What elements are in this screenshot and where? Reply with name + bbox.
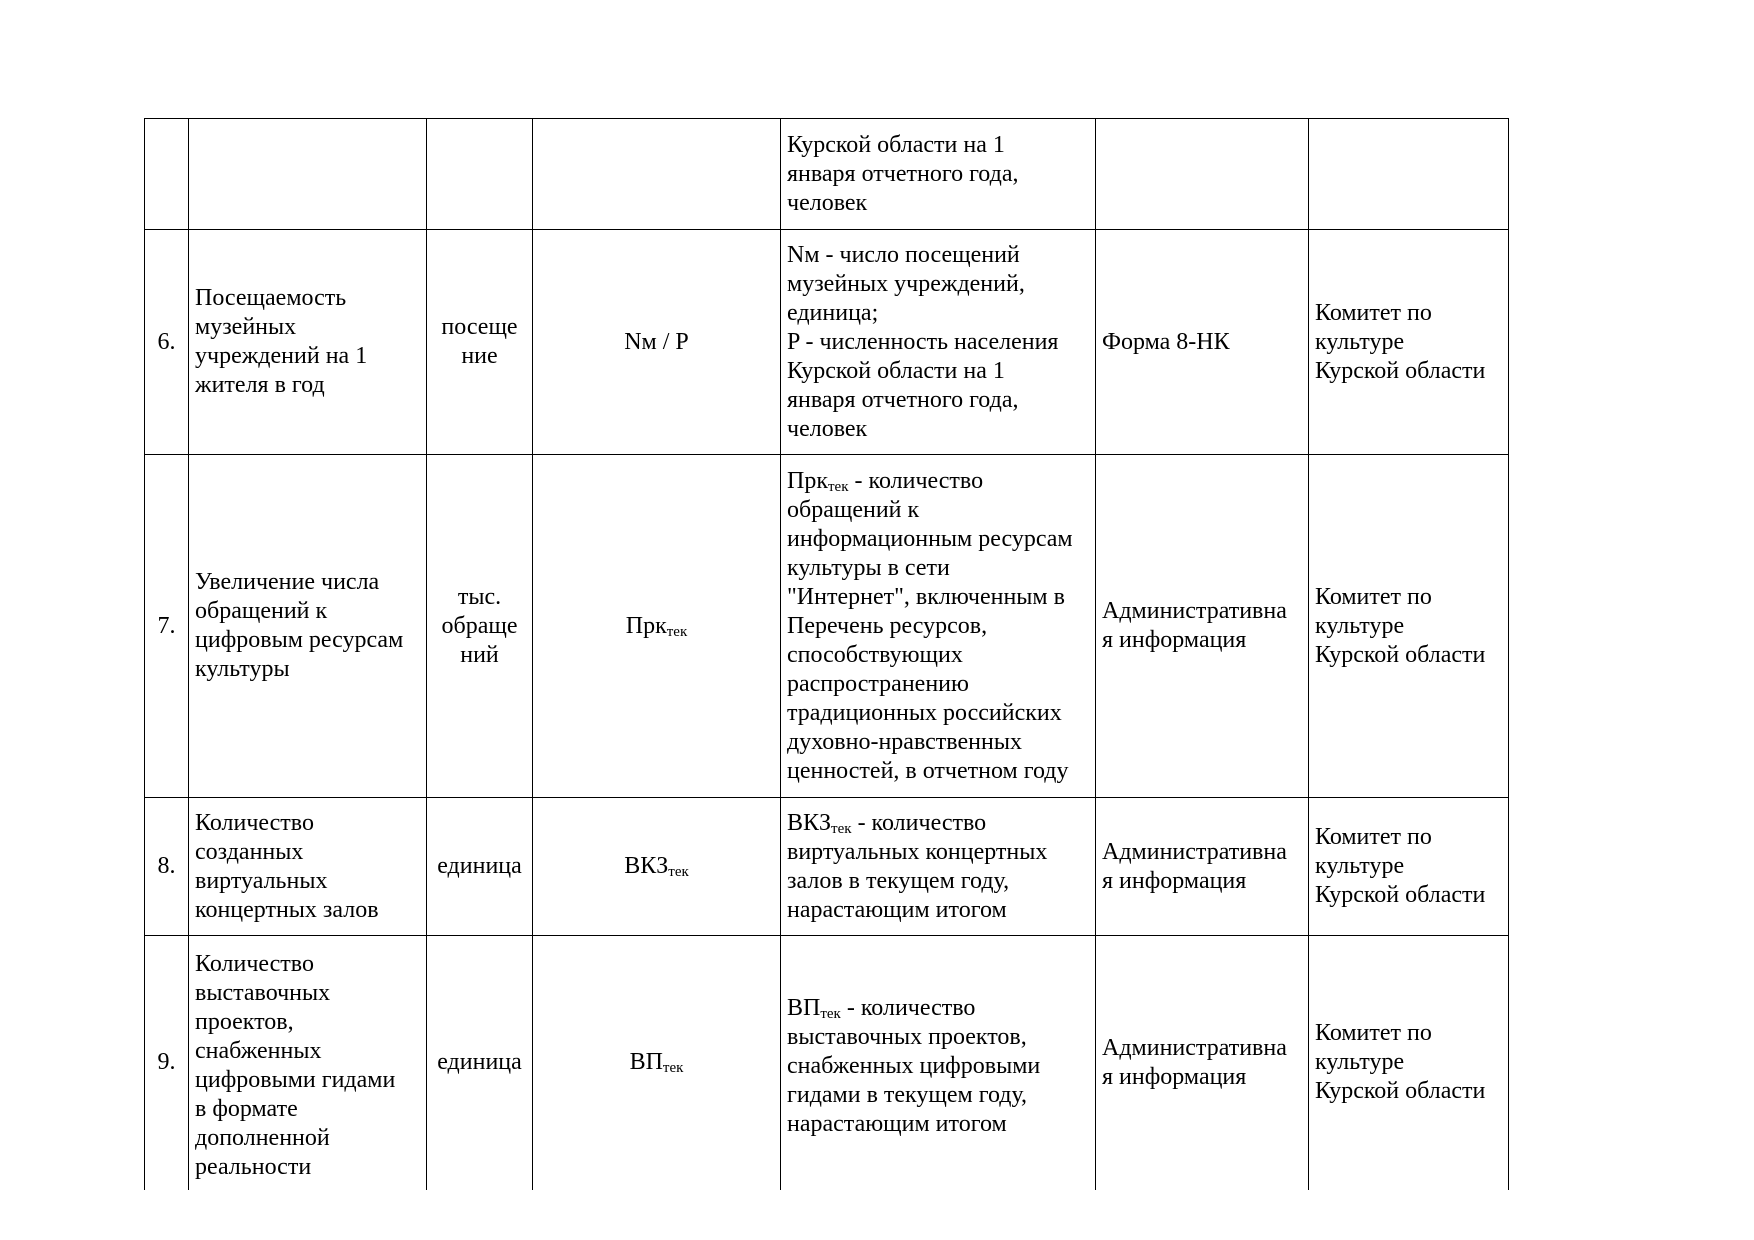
description-line: нарастающим итогом	[787, 1111, 1007, 1137]
name-cell	[189, 455, 427, 798]
formula-symbol: ВКЗ	[624, 853, 669, 879]
description-line: "Интернет", включенным в	[787, 583, 1065, 610]
unit-line: ний	[460, 641, 499, 668]
name-line: обращений к	[195, 598, 328, 624]
description-line: духовно-нравственных	[787, 728, 1022, 755]
responsible-cell	[1309, 119, 1509, 230]
responsible-line: Курской области	[1315, 1078, 1486, 1105]
formula-cell	[533, 119, 781, 230]
name-line: цифровым ресурсам	[195, 627, 404, 653]
description-line: ценностей, в отчетном году	[787, 757, 1069, 784]
number-cell: 9.	[145, 936, 189, 1190]
description-line: музейных учреждений,	[787, 270, 1025, 297]
description-line: виртуальных концертных	[787, 838, 1048, 865]
table-row	[145, 936, 1509, 1190]
description-line: снабженных цифровыми	[787, 1053, 1041, 1079]
description-line: обращений к	[787, 496, 920, 523]
description-symbol: Прк	[787, 467, 828, 494]
source-line: Административна	[1102, 1034, 1287, 1061]
description-line	[787, 467, 1089, 496]
description-line: гидами в текущем году,	[787, 1082, 1028, 1108]
source-line: Форма 8-НК	[1102, 328, 1230, 355]
name-line: культуры	[195, 656, 290, 682]
unit-line: тыс.	[457, 583, 502, 610]
description-cell	[781, 936, 1096, 1190]
source-line: я информация	[1102, 867, 1247, 894]
description-line: человек	[787, 189, 868, 216]
name-line: Увеличение числа	[195, 569, 380, 595]
name-line: учреждений на 1	[195, 343, 368, 369]
name-line: проектов,	[195, 1009, 294, 1035]
number-cell: 7.	[145, 455, 189, 798]
name-line: дополненной	[195, 1125, 330, 1151]
description-text: - количество	[851, 809, 987, 836]
description-line: залов в текущем году,	[787, 867, 1010, 894]
name-line: концертных залов	[195, 896, 379, 923]
responsible-line: Комитет по	[1315, 583, 1432, 610]
responsible-line: Курской области	[1315, 641, 1486, 668]
description-line: распространению	[787, 670, 969, 697]
description-line: традиционных российских	[787, 699, 1062, 726]
description-line: Курской области на 1	[787, 357, 1005, 384]
formula-symbol: Прк	[625, 612, 667, 639]
description-line: выставочных проектов,	[787, 1024, 1027, 1050]
description-text: - количество	[840, 995, 976, 1021]
formula-subscript: тек	[662, 1060, 684, 1077]
formula-cell	[533, 455, 781, 798]
description-symbol: ВКЗ	[787, 809, 832, 836]
source-line: я информация	[1102, 627, 1247, 653]
responsible-line: Комитет по	[1315, 824, 1432, 850]
description-subscript: тек	[831, 820, 852, 837]
name-cell	[189, 936, 427, 1190]
description-line: нарастающим итогом	[787, 896, 1007, 923]
responsible-line: Комитет по	[1315, 299, 1432, 326]
source-cell	[1096, 455, 1309, 798]
source-cell	[1096, 230, 1309, 455]
description-line: единица;	[787, 299, 879, 326]
number-cell: 8.	[145, 798, 189, 936]
formula-symbol: ВП	[629, 1049, 663, 1076]
description-subscript: тек	[828, 478, 849, 495]
unit-line: единица	[437, 1049, 522, 1076]
responsible-cell	[1309, 936, 1509, 1190]
name-cell	[189, 230, 427, 455]
name-line: выставочных	[195, 980, 331, 1006]
name-line: Количество	[195, 809, 314, 836]
source-line: Административна	[1102, 838, 1287, 865]
description-line: человек	[787, 415, 868, 442]
table-row	[145, 455, 1509, 798]
description-line: способствующих	[787, 641, 963, 668]
description-cell	[781, 119, 1096, 230]
source-line: я информация	[1102, 1063, 1247, 1090]
unit-cell	[427, 936, 533, 1190]
name-line: созданных	[195, 838, 304, 865]
description-subscript: тек	[820, 1006, 841, 1022]
description-line: Перечень ресурсов,	[787, 612, 988, 639]
responsible-line: Комитет по	[1315, 1020, 1432, 1047]
name-line: виртуальных	[195, 867, 328, 894]
responsible-line: Курской области	[1315, 357, 1486, 384]
description-cell	[781, 230, 1096, 455]
description-line: Nм - число посещений	[787, 241, 1020, 268]
indicators-table	[144, 118, 1509, 1190]
description-line: января отчетного года,	[787, 386, 1019, 413]
unit-line: ние	[461, 343, 498, 369]
description-cell	[781, 798, 1096, 936]
unit-cell	[427, 119, 533, 230]
unit-line: единица	[437, 853, 522, 879]
description-line: P - численность населения	[787, 328, 1059, 355]
source-cell	[1096, 119, 1309, 230]
description-line	[787, 809, 1089, 838]
unit-cell	[427, 798, 533, 936]
formula-cell: Nм / P	[533, 230, 781, 455]
unit-cell	[427, 230, 533, 455]
description-line: культуры в сети	[787, 554, 950, 581]
responsible-line: культуре	[1315, 1049, 1405, 1076]
name-line: Посещаемость	[195, 285, 347, 311]
formula-cell	[533, 936, 781, 1190]
source-cell	[1096, 936, 1309, 1190]
number-cell	[145, 119, 189, 230]
formula-subscript: тек	[668, 864, 689, 880]
name-line: музейных	[195, 314, 297, 340]
source-line: Административна	[1102, 598, 1287, 624]
name-line: жителя в год	[195, 372, 325, 398]
name-line: снабженных	[195, 1038, 322, 1064]
description-cell	[781, 455, 1096, 798]
table-row-continuation	[145, 119, 1509, 230]
responsible-cell	[1309, 798, 1509, 936]
formula-cell	[533, 798, 781, 936]
responsible-line: культуре	[1315, 328, 1405, 355]
source-cell	[1096, 798, 1309, 936]
description-line: Курской области на 1	[787, 131, 1005, 158]
formula-subscript: тек	[666, 623, 688, 640]
description-symbol: ВП	[787, 995, 821, 1021]
name-line: реальности	[195, 1154, 312, 1180]
responsible-cell	[1309, 455, 1509, 798]
description-line: информационным ресурсам	[787, 525, 1073, 552]
table-row	[145, 230, 1509, 455]
unit-cell	[427, 455, 533, 798]
name-line: в формате	[195, 1096, 298, 1122]
responsible-cell	[1309, 230, 1509, 455]
name-cell	[189, 119, 427, 230]
description-line	[787, 994, 1089, 1023]
unit-line: посеще	[441, 314, 518, 340]
description-line: января отчетного года,	[787, 160, 1019, 187]
responsible-line: культуре	[1315, 853, 1405, 879]
table-row	[145, 798, 1509, 936]
name-line: Количество	[195, 951, 314, 977]
description-text: - количество	[848, 467, 984, 494]
name-line: цифровыми гидами	[195, 1067, 396, 1093]
responsible-line: Курской области	[1315, 882, 1486, 908]
number-cell: 6.	[145, 230, 189, 455]
name-cell	[189, 798, 427, 936]
unit-line: обраще	[441, 612, 518, 639]
responsible-line: культуре	[1315, 612, 1405, 639]
